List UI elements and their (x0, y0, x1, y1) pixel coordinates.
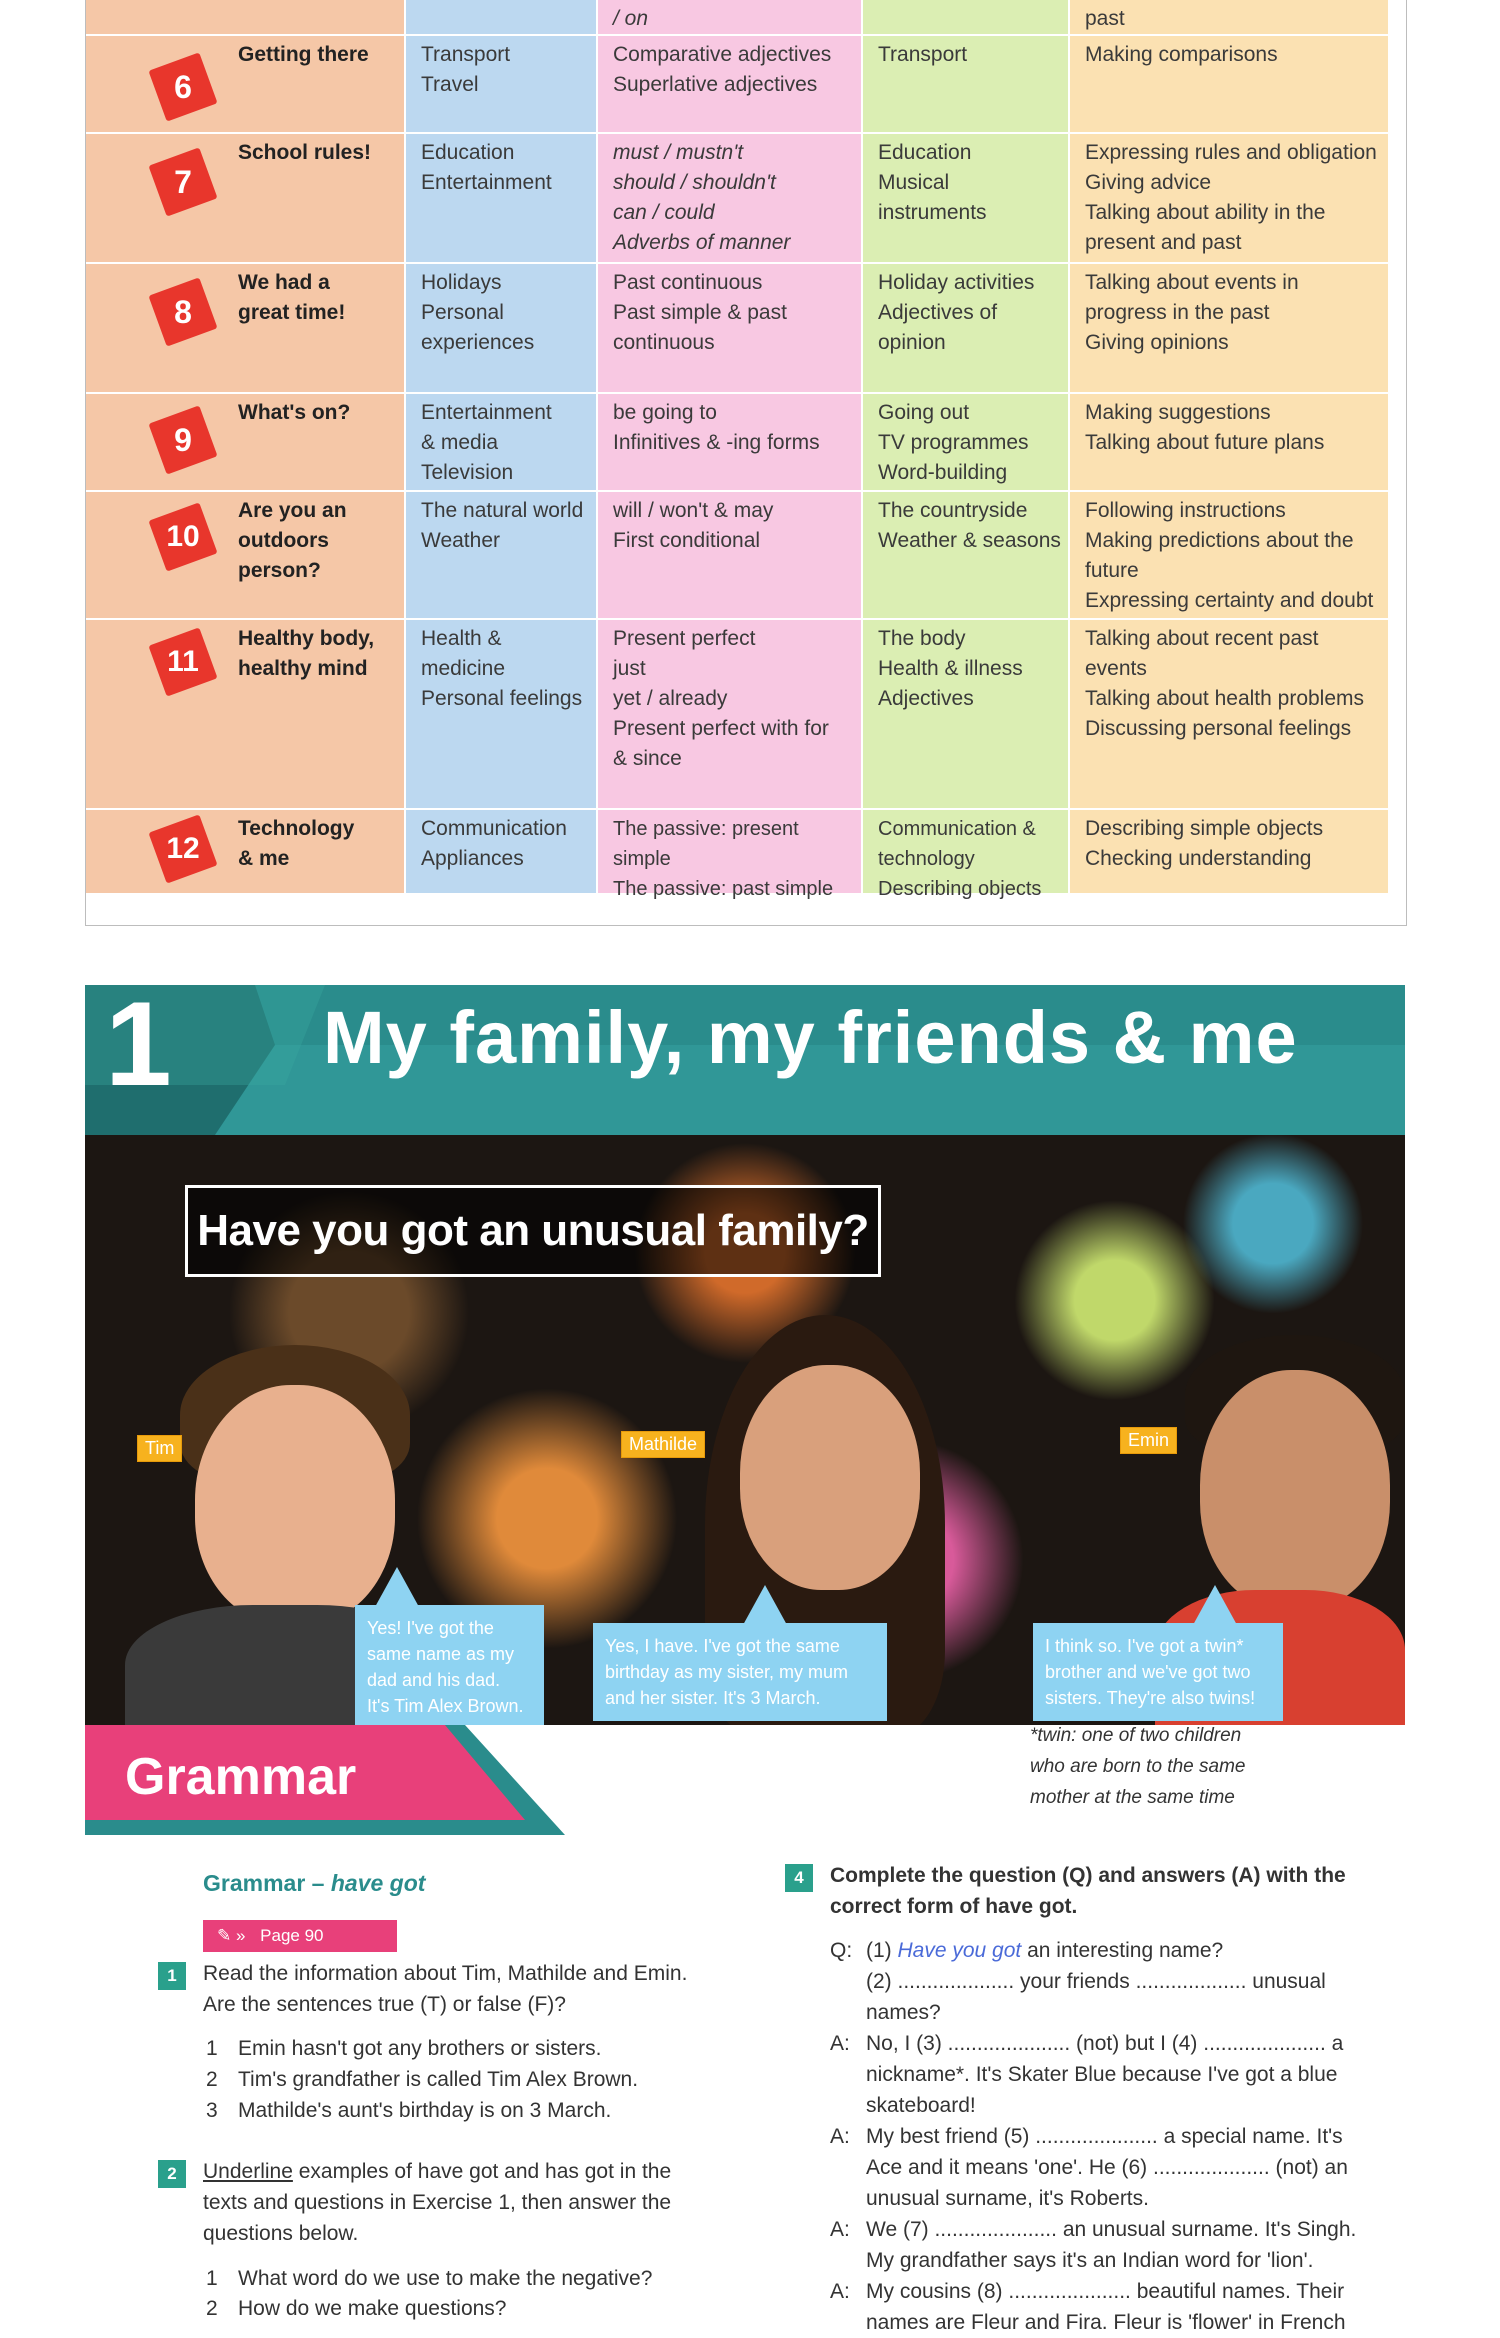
table-cell: Making comparisons (1085, 43, 1278, 66)
table-cell: Holiday activities Adjectives of opinion (878, 271, 1035, 354)
grammar-heading: Grammar – have got (203, 1870, 426, 1896)
answer-field[interactable]: Have you got (897, 1939, 1022, 1962)
table-cell: Communication Appliances (421, 817, 567, 870)
speaker-label: Q: (830, 1939, 853, 1962)
unit-number-badge: 11 (148, 627, 217, 696)
unit-photo (85, 1135, 1405, 1725)
speech-bubble-mathilde: Yes, I have. I've got the same birthday as my sister, my mum and her sister. It's 3 March. (593, 1623, 887, 1721)
table-cell: The passive: present simple The passive: past simple (613, 818, 834, 900)
list-item: Emin hasn't got any brothers or sisters. (238, 2037, 602, 2060)
dialogue-line: My best friend (5) ..................... a special name. It's Ace and it means 'one'. He (6) .................... (not) an unusual surname, it's Roberts. (866, 2125, 1348, 2210)
question-text: Have you got an unusual family? (197, 1206, 869, 1255)
table-cell: Talking about recent past events Talking about health problems Discussing personal feelings (1085, 627, 1365, 740)
grammar-band (85, 1725, 565, 1835)
unit-title: What's on? (238, 401, 351, 424)
unit-title: Getting there (238, 43, 369, 66)
unit-title: Healthy body, healthy mind (238, 627, 375, 680)
table-cell: Health & medicine Personal feelings (421, 627, 583, 710)
table-cell: Past continuous Past simple & past continuous (613, 271, 787, 354)
table-cell: Communication & technology Describing objects (878, 818, 1042, 900)
question-box (185, 1185, 881, 1277)
unit-title: Are you an outdoors person? (238, 499, 347, 582)
mathilde-face (740, 1365, 920, 1590)
table-cell: Expressing rules and obligation Giving advice Talking about ability in the present and past (1085, 141, 1377, 254)
table-cell: past (1085, 7, 1125, 30)
speaker-label: A: (830, 2125, 850, 2148)
exercise-number: 2 (158, 2160, 186, 2188)
table-cell: must / mustn't should / shouldn't can / could Adverbs of manner (613, 141, 791, 254)
name-tag-emin: Emin (1120, 1427, 1177, 1454)
table-cell: Describing simple objects Checking understanding (1085, 817, 1324, 870)
section-label: Grammar (125, 1748, 357, 1806)
dialogue-line: (1) Have you got an interesting name? (866, 1939, 1224, 1962)
list-item: What word do we use to make the negative? (238, 2267, 653, 2290)
table-cell: Going out TV programmes Word-building (878, 401, 1029, 484)
footnote-twin: *twin: one of two children who are born to the same mother at the same time (1030, 1725, 1246, 1808)
speaker-label: A: (830, 2032, 850, 2055)
syllabus-table (85, 0, 1407, 926)
unit-number-badge: 7 (148, 147, 217, 216)
name-tag-tim: Tim (137, 1435, 182, 1462)
exercise-number: 4 (785, 1864, 813, 1892)
table-cell: The countryside Weather & seasons (878, 499, 1061, 552)
tim-face (195, 1385, 395, 1625)
speaker-label: A: (830, 2280, 850, 2303)
list-item: How do we make questions? (238, 2297, 507, 2320)
exercise-number: 1 (158, 1962, 186, 1990)
table-cell: Present perfect just yet / already Present perfect with for & since (613, 627, 829, 770)
list-item: Mathilde's aunt's birthday is on 3 March. (238, 2099, 612, 2122)
table-cell: / on (613, 7, 649, 30)
speech-bubble-emin: I think so. I've got a twin* brother and we've got two sisters. They're also twins! (1033, 1623, 1283, 1721)
page-reference-link[interactable]: ✎ » Page 90 (203, 1920, 397, 1952)
table-cell: The natural world Weather (421, 499, 584, 552)
unit-number-badge: 9 (148, 405, 217, 474)
speaker-label: A: (830, 2218, 850, 2241)
table-cell: Making suggestions Talking about future plans (1085, 401, 1325, 454)
name-tag-mathilde: Mathilde (621, 1431, 705, 1458)
unit-banner (85, 985, 1405, 1135)
unit-number: 1 (105, 985, 172, 1111)
unit-title: Technology & me (238, 817, 355, 870)
table-cell: Comparative adjectives Superlative adjectives (613, 43, 832, 96)
table-cell: Holidays Personal experiences (421, 271, 535, 354)
exercise-instruction: Complete the question (Q) and answers (A) with the correct form of have got. (830, 1864, 1346, 1918)
dialogue-line: No, I (3) ..................... (not) but I (4) ..................... a nickname*. It's Skater Blue because I've got a blue skateboard! (866, 2032, 1344, 2117)
table-cell: Transport (878, 43, 968, 66)
unit-title: My family, my friends & me (323, 996, 1298, 1079)
exercise-instruction: Read the information about Tim, Mathilde and Emin. Are the sentences true (T) or false (F)? (203, 1962, 688, 2016)
table-cell: Education Entertainment (421, 141, 552, 194)
unit-number-badge: 6 (148, 52, 217, 121)
exercise-instruction: Underline examples of have got and has got in the texts and questions in Exercise 1, then answer the questions below. (203, 2160, 672, 2245)
unit-number-badge: 12 (148, 814, 217, 883)
table-cell: be going to Infinitives & -ing forms (613, 401, 820, 454)
unit-number-badge: 10 (148, 502, 217, 571)
emin-face (1200, 1370, 1390, 1610)
table-cell: Education Musical instruments (878, 141, 987, 224)
edit-icon: ✎ » (217, 1926, 246, 1945)
table-cell: Entertainment & media Television (421, 401, 552, 484)
dialogue-line: We (7) ..................... an unusual surname. It's Singh. My grandfather says it's an Indian word for 'lion'. (866, 2218, 1357, 2272)
table-cell: Following instructions Making predictions about the future Expressing certainty and doubt (1085, 499, 1374, 612)
table-cell: will / won't & may First conditional (613, 499, 774, 552)
unit-title: School rules! (238, 141, 372, 164)
table-cell: Transport Travel (421, 43, 511, 96)
table-cell: The body Health & illness Adjectives (878, 627, 1023, 710)
table-cell: Talking about events in progress in the past Giving opinions (1085, 271, 1299, 354)
unit-number-badge: 8 (148, 277, 217, 346)
speech-bubble-tim: Yes! I've got the same name as my dad and his dad. It's Tim Alex Brown. (355, 1605, 544, 1725)
dialogue-line: My cousins (8) ..................... beautiful names. Their names are Fleur and Fira. Fleur is 'flower' in French (866, 2280, 1346, 2334)
dialogue-line: (2) .................... your friends ................... unusual names? (866, 1970, 1326, 2024)
unit-title: We had a great time! (238, 271, 346, 324)
list-item: Tim's grandfather is called Tim Alex Brown. (238, 2068, 639, 2091)
